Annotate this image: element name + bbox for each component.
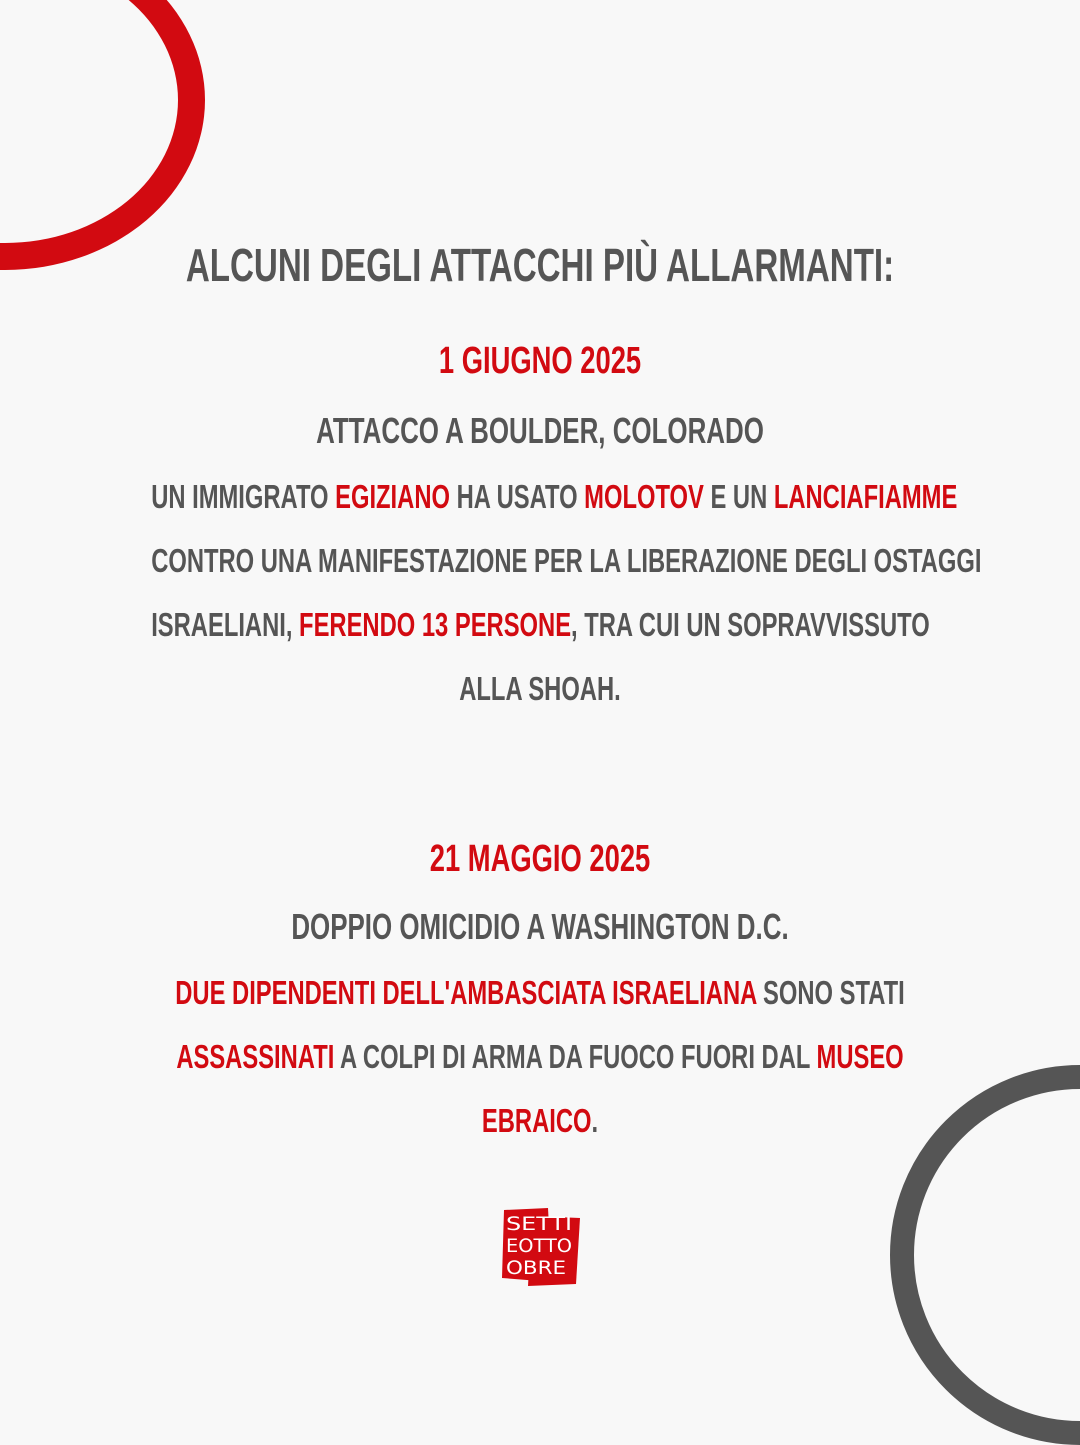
highlight: MOLOTOV xyxy=(584,478,704,515)
logo-text-row-2: EOTTO xyxy=(506,1235,572,1257)
event-2-line-2: ASSASSINATI A COLPI DI ARMA DA FUOCO FUORI DAL MUSEO xyxy=(176,1038,904,1075)
event-2-line-1: DUE DIPENDENTI DELL'AMBASCIATA ISRAELIANA SONO STATI xyxy=(175,974,905,1011)
event-1-heading: ATTACCO A BOULDER, COLORADO xyxy=(316,410,764,451)
highlight: MUSEO xyxy=(816,1038,904,1075)
event-1-date: 1 GIUGNO 2025 xyxy=(438,340,642,382)
event-2-line-3: EBRAICO. xyxy=(481,1102,599,1139)
sette-ottobre-logo xyxy=(502,1208,580,1286)
event-1-line-2: CONTRO UNA MANIFESTAZIONE PER LA LIBERAZIONE DEGLI OSTAGGI xyxy=(151,542,982,579)
highlight: FERENDO 13 PERSONE xyxy=(299,606,572,643)
highlight: LANCIAFIAMME xyxy=(773,478,958,515)
decorative-red-ring xyxy=(0,0,205,270)
page-title: ALCUNI DEGLI ATTACCHI PIÙ ALLARMANTI: xyxy=(185,239,895,291)
event-1-line-4: ALLA SHOAH. xyxy=(459,670,621,707)
highlight: DUE DIPENDENTI DELL'AMBASCIATA ISRAELIANA xyxy=(175,974,757,1011)
highlight: EGIZIANO xyxy=(335,478,450,515)
highlight: ASSASSINATI xyxy=(176,1038,335,1075)
highlight: EBRAICO xyxy=(481,1102,592,1139)
logo-text-row-3: OBRE xyxy=(506,1257,566,1279)
event-2-date: 21 MAGGIO 2025 xyxy=(429,838,651,880)
logo-text-row-1: SETTI xyxy=(506,1213,572,1235)
event-1-line-1: UN IMMIGRATO EGIZIANO HA USATO MOLOTOV E UN LANCIAFIAMME xyxy=(151,478,958,515)
event-2-heading: DOPPIO OMICIDIO A WASHINGTON D.C. xyxy=(291,906,789,947)
event-1-line-3: ISRAELIANI, FERENDO 13 PERSONE, TRA CUI UN SOPRAVVISSUTO xyxy=(151,606,930,643)
